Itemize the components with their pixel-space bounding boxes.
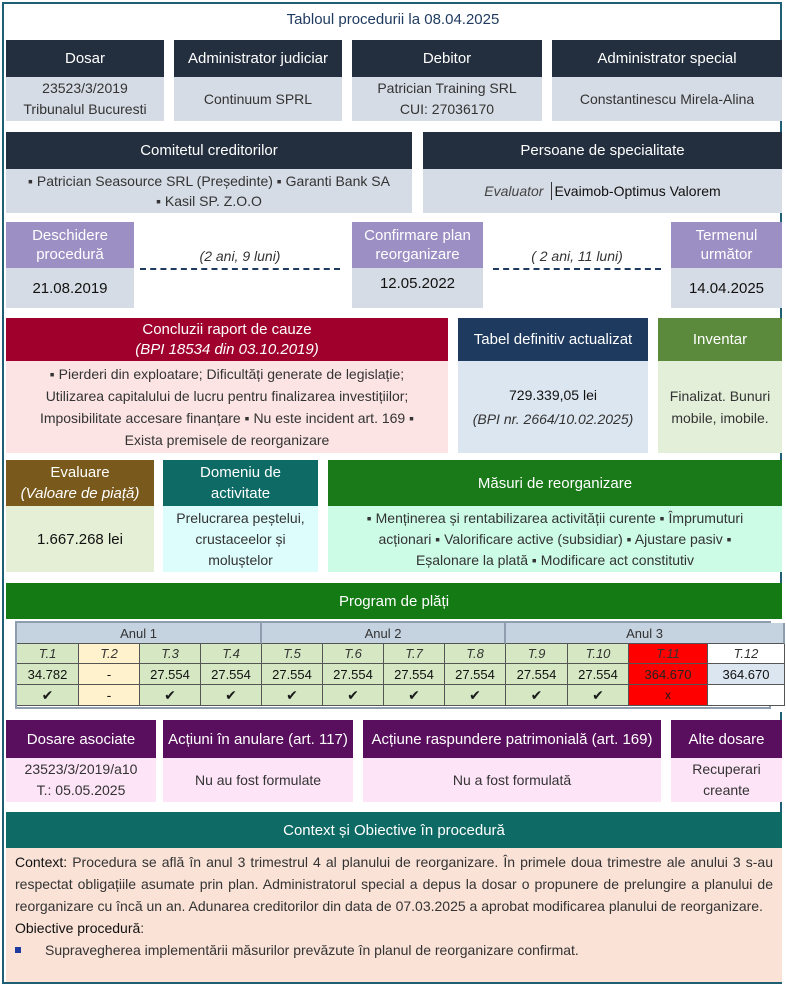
raspundere-header: Acțiune raspundere patrimonială (art. 169) [363, 720, 661, 758]
dosar-value [6, 77, 164, 121]
inventar-line-1: Finalizat. Bunuri [669, 388, 771, 404]
objectives-heading-row [15, 917, 773, 939]
deschidere-date: 21.08.2019 [6, 268, 134, 308]
amount-2: - [79, 664, 140, 685]
specialitate-header: Persoane de specialitate [423, 132, 782, 169]
status-4: ✔ [201, 685, 262, 706]
objectives-heading: Obiective procedură [15, 920, 141, 936]
amount-4: 27.554 [201, 664, 262, 685]
asociate-header: Dosare asociate [6, 720, 156, 758]
amount-1: 34.782 [17, 664, 79, 685]
year-header-3: Anul 3 [506, 623, 785, 644]
deschidere-label-2: procedură [36, 246, 104, 263]
admin-judiciar-header: Administrator judiciar [174, 40, 342, 77]
admin-judiciar-value: Continuum SPRL [174, 77, 342, 121]
domeniu-label-2: activitate [210, 485, 271, 502]
comitet-value [6, 169, 412, 213]
asociate-body [6, 758, 156, 802]
deschidere-label-1: Deschidere [32, 227, 108, 244]
masuri-header: Măsuri de reorganizare [328, 460, 782, 506]
concluzii-header [6, 318, 448, 361]
context-text: Procedura se află în anul 3 trimestrul 4 al planului de reorganizare. În primele doua trimestre ale anului 3 s-au respectat obligațiile asumate prin plan. Administratorul special a depus la dosar o propunere de prelungire a planului de reorganizare cu încă un an. Adunarea creditorilor din data de 07.03.2025 a aprobat modificarea planului de reorganizare. [15, 854, 773, 914]
debitor-name: Patrician Training SRL [377, 80, 517, 96]
evaluare-sub: (Valoare de piață) [20, 485, 140, 502]
gap-1-line [140, 268, 340, 270]
page-title: Tabloul procedurii la 08.04.2025 [286, 10, 500, 28]
tabel-body [458, 361, 648, 453]
tabel-sub: (BPI nr. 2664/10.02.2025) [472, 411, 634, 427]
confirmare-label-2: reorganizare [375, 246, 460, 263]
quarter-1: T.1 [17, 644, 79, 664]
dosar-number: 23523/3/2019 [42, 80, 128, 96]
dosar-court: Tribunalul Bucuresti [23, 101, 147, 117]
inventar-header: Inventar [658, 318, 782, 361]
comitet-header: Comitetul creditorilor [6, 132, 412, 169]
inventar-line-2: mobile, imobile. [671, 410, 769, 426]
context-body [6, 848, 782, 982]
gap-2-line [493, 268, 661, 270]
status-2: - [79, 685, 140, 706]
gap-2: ( 2 ani, 11 luni) [531, 248, 623, 264]
status-7: ✔ [384, 685, 445, 706]
quarter-11: T.11 [629, 644, 708, 664]
specialitate-name: Evaimob-Optimus Valorem [554, 182, 721, 199]
quarter-10: T.10 [568, 644, 629, 664]
objective-text: Supravegherea implementării măsurilor prevăzute în planul de reorganizare confirmat. [45, 942, 579, 958]
specialitate-divider [551, 182, 552, 200]
context-paragraph [15, 851, 773, 917]
domeniu-line-3: moluștelor [208, 551, 273, 568]
confirmare-label-1: Confirmare plan [364, 227, 471, 244]
debitor-cui: CUI: 27036170 [399, 101, 495, 117]
specialitate-role: Evaluator [484, 182, 544, 199]
evaluare-value: 1.667.268 lei [6, 506, 154, 572]
debitor-header: Debitor [352, 40, 542, 77]
concluzii-line-1: ▪ Pierderi din exploatare; Dificultăți generate de legislație; [49, 366, 405, 382]
status-6: ✔ [323, 685, 384, 706]
context-header: Context și Obiective în procedură [6, 812, 782, 848]
evaluare-header [6, 460, 154, 506]
amount-8: 27.554 [445, 664, 506, 685]
amount-10: 27.554 [568, 664, 629, 685]
termen-label-2: următor [700, 246, 753, 263]
year-header-1: Anul 1 [17, 623, 262, 644]
domeniu-line-1: Prelucrarea peștelui, [176, 509, 305, 526]
program-header: Program de plăți [6, 583, 782, 619]
status-3: ✔ [140, 685, 201, 706]
specialitate-value [423, 169, 782, 213]
status-5: ✔ [262, 685, 323, 706]
concluzii-line-4: Exista premisele de reorganizare [124, 432, 330, 448]
status-11: x [629, 685, 708, 706]
status-9: ✔ [506, 685, 568, 706]
deschidere-header [6, 222, 134, 268]
admin-special-header: Administrator special [552, 40, 782, 77]
concluzii-line-3: Imposibilitate accesare finanțare ▪ Nu este incident art. 169 ▪ [39, 410, 415, 426]
anulare-value: Nu au fost formulate [163, 758, 353, 802]
masuri-body [328, 506, 782, 572]
status-10: ✔ [568, 685, 629, 706]
quarter-3: T.3 [140, 644, 201, 664]
comitet-line-2: ▪ Kasil SP. Z.O.O [156, 193, 262, 209]
payments-grid [15, 621, 771, 709]
quarter-9: T.9 [506, 644, 568, 664]
concluzii-label: Concluzii raport de cauze [142, 320, 312, 338]
quarter-12: T.12 [708, 644, 785, 664]
domeniu-label-1: Domeniu de [200, 464, 281, 481]
evaluare-label: Evaluare [50, 464, 110, 481]
comitet-line-1: ▪ Patrician Seasource SRL (Președinte) ▪ Garanti Bank SA [28, 173, 390, 189]
confirmare-header [352, 222, 483, 268]
quarter-6: T.6 [323, 644, 384, 664]
concluzii-body [6, 361, 448, 453]
concluzii-line-2: Utilizarea capitalului de lucru pentru finalizarea investițiilor; [45, 388, 409, 404]
asociate-line-2: T.: 05.05.2025 [36, 782, 126, 798]
context-heading: Context: [15, 854, 68, 870]
amount-11: 364.670 [629, 664, 708, 685]
masuri-line-3: Eșalonare la plată ▪ Modificare act constitutiv [415, 551, 695, 568]
amount-12: 364.670 [708, 664, 785, 685]
alte-line-2: creante [703, 782, 750, 798]
amount-5: 27.554 [262, 664, 323, 685]
objective-item [15, 939, 773, 961]
status-8: ✔ [445, 685, 506, 706]
tabel-header: Tabel definitiv actualizat [458, 318, 648, 361]
alte-body [671, 758, 782, 802]
gap-1: (2 ani, 9 luni) [199, 248, 281, 264]
termen-date: 14.04.2025 [671, 268, 782, 308]
dosar-header: Dosar [6, 40, 164, 77]
alte-line-1: Recuperari [692, 761, 761, 777]
termen-header [671, 222, 782, 268]
amount-9: 27.554 [506, 664, 568, 685]
quarter-5: T.5 [262, 644, 323, 664]
debitor-value [352, 77, 542, 121]
termen-label-1: Termenul [695, 227, 758, 244]
tabel-value: 729.339,05 lei [509, 387, 597, 403]
amount-3: 27.554 [140, 664, 201, 685]
year-header-2: Anul 2 [262, 623, 506, 644]
status-1: ✔ [17, 685, 79, 706]
bullet-icon [15, 947, 21, 953]
admin-special-value: Constantinescu Mirela-Alina [552, 77, 782, 121]
domeniu-header [163, 460, 318, 506]
quarter-8: T.8 [445, 644, 506, 664]
quarter-2: T.2 [79, 644, 140, 664]
masuri-line-1: ▪ Menținerea și rentabilizarea activității curente ▪ Împrumuturi [366, 509, 744, 526]
anulare-header: Acțiuni în anulare (art. 117) [163, 720, 353, 758]
masuri-line-2: acționari ▪ Valorificare active (subsidiar) ▪ Ajustare pasiv ▪ [378, 530, 732, 547]
asociate-line-1: 23523/3/2019/a10 [24, 761, 138, 777]
amount-6: 27.554 [323, 664, 384, 685]
domeniu-body [163, 506, 318, 572]
confirmare-date: 12.05.2022 [352, 268, 483, 308]
raspundere-value: Nu a fost formulată [363, 758, 661, 802]
domeniu-line-2: crustaceelor și [195, 530, 286, 547]
status-12 [708, 685, 785, 706]
alte-header: Alte dosare [671, 720, 782, 758]
concluzii-sub: (BPI 18534 din 03.10.2019) [135, 340, 319, 358]
quarter-7: T.7 [384, 644, 445, 664]
amount-7: 27.554 [384, 664, 445, 685]
quarter-4: T.4 [201, 644, 262, 664]
inventar-body [658, 361, 782, 453]
objectives-colon: : [140, 920, 145, 936]
